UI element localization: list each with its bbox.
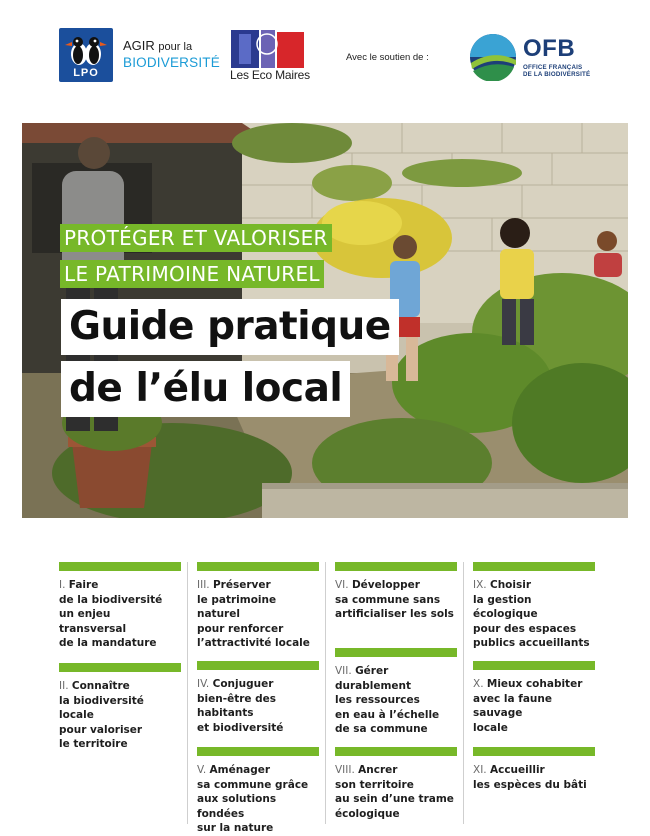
chapter-lead: Conjuguer — [212, 678, 274, 690]
ecomaires-logo-icon — [231, 30, 304, 68]
chapter-item — [59, 562, 181, 651]
column-divider — [325, 562, 326, 824]
chapter-bar — [473, 562, 595, 571]
chapter-rest: sa commune grâce aux solutions fondées sur la nature — [197, 778, 309, 834]
lpo-logo — [59, 28, 113, 82]
chapter-number: V. — [197, 764, 207, 776]
chapter-lead: Connaître — [71, 680, 130, 692]
chapter-lead: Développer — [351, 579, 420, 591]
chapter-rest: les ressources en eau à l’échelle de sa commune — [335, 694, 440, 735]
chapter-rest: sa commune sans artificialiser les sols — [335, 593, 454, 620]
chapter-bar — [335, 747, 457, 756]
chapter-lead: Mieux cohabiter — [486, 678, 583, 690]
agir-logo — [123, 38, 220, 70]
ofb-title: OFB — [523, 35, 576, 62]
chapter-bar — [59, 663, 181, 672]
chapter-rest: le patrimoine naturel pour renforcer l’attractivité locale — [197, 593, 310, 649]
chapter-bar — [335, 648, 457, 657]
chapter-bar — [197, 661, 319, 670]
support-text: Avec le soutien de : — [346, 52, 429, 63]
chapter-bar — [197, 562, 319, 571]
chapter-item — [335, 747, 457, 821]
chapter-lead: Accueillir — [489, 764, 545, 776]
cover-subtitle-line1: PROTÉGER ET VALORISER — [60, 224, 332, 252]
chapter-rest: les espèces du bâti — [473, 778, 587, 791]
chapter-number: X. — [473, 678, 484, 690]
chapter-number: IX. — [473, 579, 487, 591]
agir-pour-la: pour la — [158, 41, 193, 53]
chapter-lead: Gérer durablement — [335, 665, 412, 692]
chapter-number: VII. — [335, 665, 352, 677]
chapter-bar — [473, 747, 595, 756]
chapter-item — [473, 747, 595, 792]
chapter-item — [473, 661, 595, 735]
chapter-number: I. — [59, 579, 66, 591]
chapter-rest: la gestion écologique pour des espaces publics accueillants — [473, 593, 590, 649]
agir-word: AGIR — [123, 38, 155, 53]
chapter-number: III. — [197, 579, 210, 591]
chapter-lead: Préserver — [212, 579, 271, 591]
chapter-number: VIII. — [335, 764, 355, 776]
chapter-bar — [473, 661, 595, 670]
column-divider — [187, 562, 188, 824]
cover-title-line2: de l’élu local — [61, 361, 350, 417]
chapter-lead: Choisir — [489, 579, 532, 591]
chapter-lead: Ancrer — [358, 764, 398, 776]
chapter-lead: Faire — [68, 579, 99, 591]
chapter-number: II. — [59, 680, 69, 692]
cover-subtitle-line2: LE PATRIMOINE NATUREL — [60, 260, 324, 288]
chapter-item — [335, 562, 457, 622]
ofb-sub-line1: OFFICE FRANÇAIS — [523, 64, 583, 71]
chapter-rest: de la biodiversité un enjeu transversal de la mandature — [59, 593, 163, 649]
column-divider — [463, 562, 464, 824]
chapter-bar — [59, 562, 181, 571]
chapter-rest: bien-être des habitants et biodiversité — [197, 692, 284, 734]
ofb-logo-icon — [469, 33, 517, 81]
chapter-item — [473, 562, 595, 651]
chapter-rest: avec la faune sauvage locale — [473, 692, 552, 734]
chapter-number: IV. — [197, 678, 210, 690]
agir-biodiversite: BIODIVERSITÉ — [123, 55, 220, 70]
lpo-label: LPO — [73, 67, 99, 79]
chapter-item — [197, 562, 319, 651]
chapter-lead: Aménager — [209, 764, 271, 776]
chapter-item — [335, 648, 457, 737]
chapter-rest: son territoire au sein d’une trame écologique — [335, 778, 454, 820]
chapter-item — [197, 661, 319, 735]
chapter-number: XI. — [473, 764, 487, 776]
ecomaires-label: Les Eco Maires — [230, 68, 310, 82]
chapter-number: VI. — [335, 579, 349, 591]
chapter-bar — [197, 747, 319, 756]
ofb-sub-line2: DE LA BIODIVERSITÉ — [523, 71, 591, 78]
chapter-item — [59, 663, 181, 752]
ofb-subtitle — [523, 64, 590, 78]
chapter-rest: la biodiversité locale pour valoriser le territoire — [59, 694, 144, 750]
cover-title-line1: Guide pratique — [61, 299, 399, 355]
chapter-bar — [335, 562, 457, 571]
chapter-item — [197, 747, 319, 836]
